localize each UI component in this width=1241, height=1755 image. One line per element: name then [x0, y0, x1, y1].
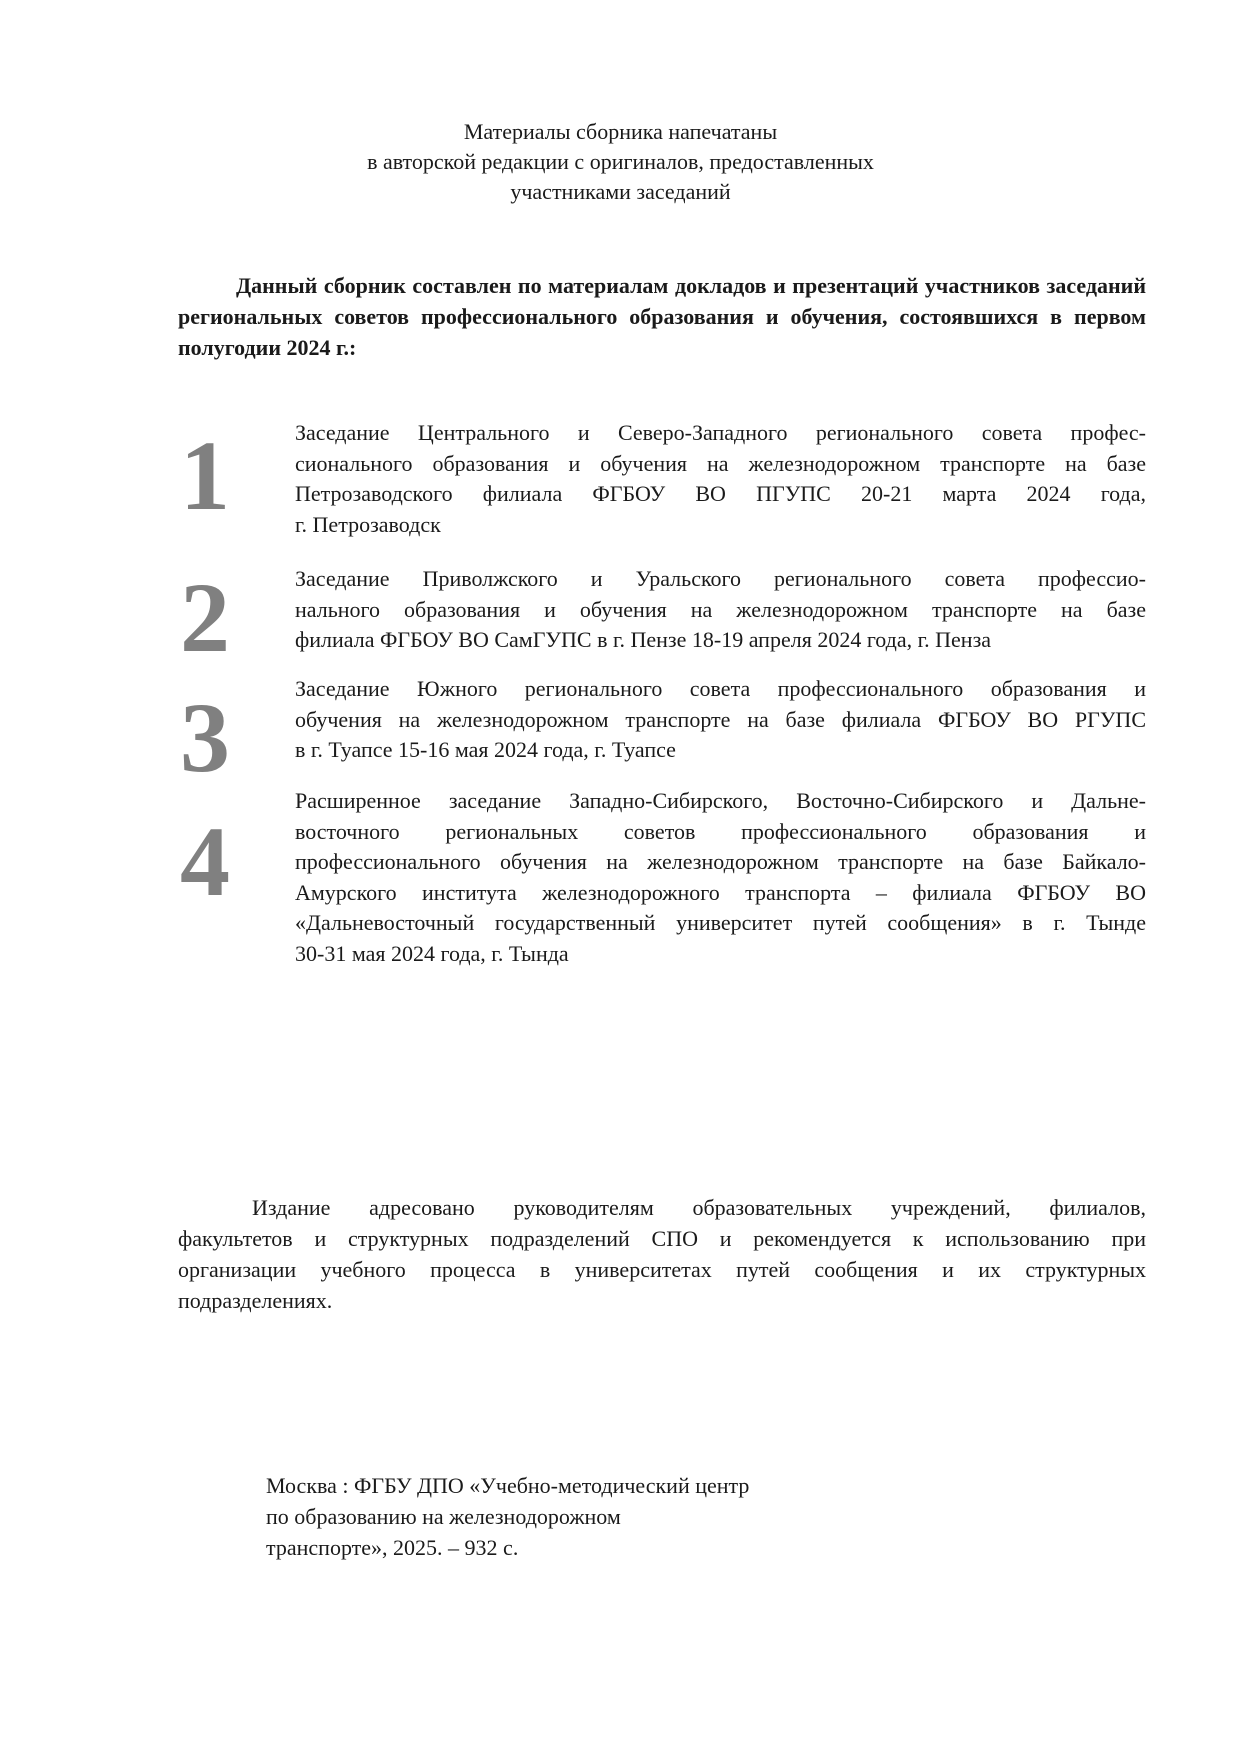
meeting-line: восточного региональных советов профессионального образования и: [295, 818, 1146, 844]
meeting-description: [295, 674, 1146, 766]
meeting-line: Петрозаводского филиала ФГБОУ ВО ПГУПС 20-21 марта 2024 года,: [295, 481, 1146, 506]
audience-line: факультетов и структурных подразделений СПО и рекомендуется к использованию при: [178, 1226, 1146, 1251]
meeting-line: обучения на железнодорожном транспорте на базе филиала ФГБОУ ВО РГУПС: [295, 706, 1146, 732]
publication-note: [0, 117, 1241, 207]
imprint-line: транспорте», 2025. – 932 с.: [266, 1535, 519, 1560]
meeting-line: «Дальневосточный государственный университет путей сообщения» в г. Тынде: [295, 910, 1146, 935]
meeting-number: 1: [180, 420, 230, 531]
meeting-line: Заседание Приволжского и Уральского регионального совета профессио-: [295, 566, 1146, 591]
meeting-description: [295, 564, 1146, 656]
meeting-line: Амурского института железнодорожного транспорта – филиала ФГБОУ ВО: [295, 879, 1146, 905]
imprint-line: по образованию на железнодорожном: [266, 1504, 621, 1529]
audience-line: организации учебного процесса в университетах путей сообщения и их структурных: [178, 1257, 1146, 1282]
audience-line: подразделениях.: [178, 1288, 333, 1313]
audience-note: [178, 1192, 1146, 1316]
meeting-number: 2: [180, 562, 230, 673]
publisher-imprint: [266, 1470, 749, 1563]
meeting-line: филиала ФГБОУ ВО СамГУПС в г. Пензе 18-19 апреля 2024 года, г. Пенза: [295, 627, 992, 652]
meeting-line: профессионального обучения на железнодорожном транспорте на базе Байкало-: [295, 849, 1146, 874]
meeting-number: 3: [180, 682, 230, 793]
publication-note-line: в авторской редакции с оригиналов, предоставленных: [367, 149, 874, 174]
meeting-line: г. Петрозаводск: [295, 511, 441, 537]
meeting-line: нального образования и обучения на железнодорожном транспорте на базе: [295, 596, 1146, 622]
meeting-description: [295, 786, 1146, 969]
imprint-line: Москва : ФГБУ ДПО «Учебно-методический центр: [266, 1473, 750, 1498]
meeting-line: Заседание Южного регионального совета профессионального образования и: [295, 676, 1146, 701]
meeting-line: сионального образования и обучения на железнодорожном транспорте на базе: [295, 450, 1146, 476]
meeting-line: 30-31 мая 2024 года, г. Тында: [295, 940, 569, 966]
meeting-number: 4: [180, 806, 230, 917]
meeting-line: Расширенное заседание Западно-Сибирского, Восточно-Сибирского и Дальне-: [295, 788, 1146, 813]
publication-note-line: Материалы сборника напечатаны: [463, 119, 778, 144]
publication-note-line: участниками заседаний: [510, 179, 731, 204]
meeting-line: в г. Туапсе 15-16 мая 2024 года, г. Туапсе: [295, 737, 676, 762]
meeting-description: [295, 418, 1146, 540]
audience-line: Издание адресовано руководителям образовательных учреждений, филиалов,: [252, 1195, 1146, 1220]
collection-description: Данный сборник составлен по материалам докладов и презентаций участников заседаний региональных советов профессионального образования и обучения, состоявшихся в первом полугодии 2024 г.:: [178, 273, 1146, 360]
meeting-line: Заседание Центрального и Северо-Западного регионального совета профес-: [295, 420, 1146, 445]
